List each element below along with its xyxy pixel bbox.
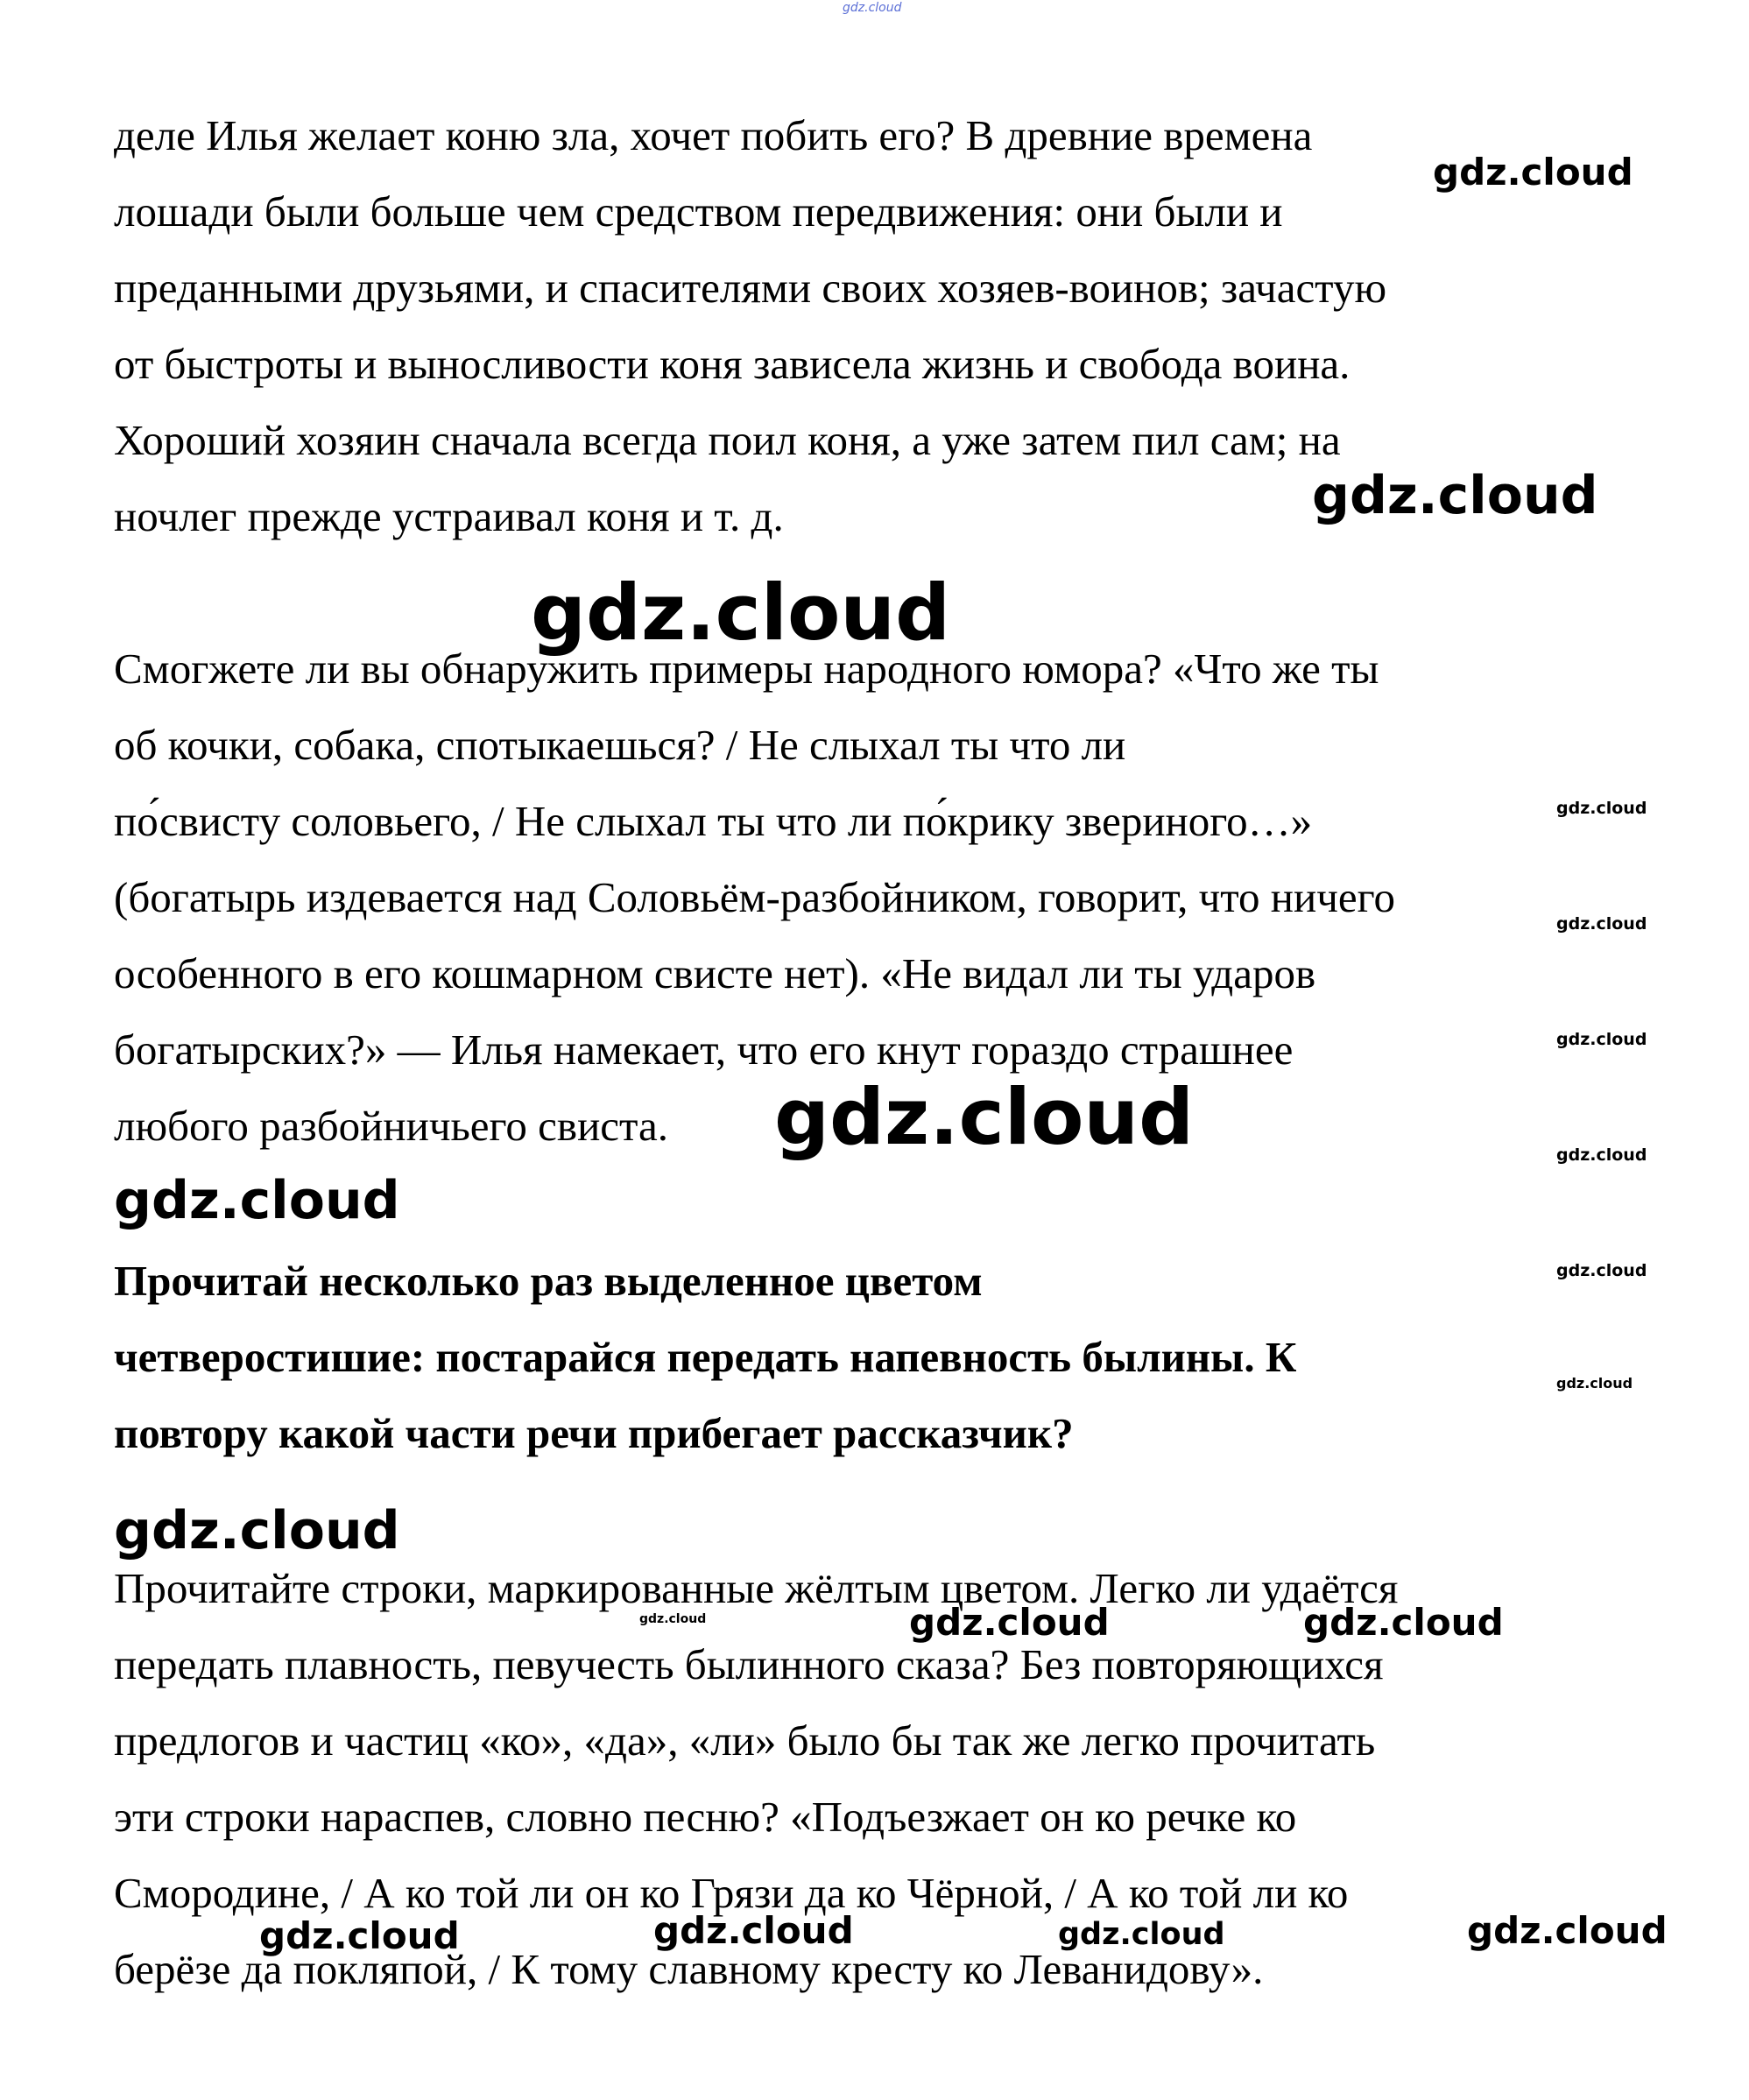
- watermark: gdz.cloud: [1303, 1601, 1504, 1644]
- watermark: gdz.cloud: [639, 1612, 707, 1626]
- watermark: gdz.cloud: [114, 1500, 400, 1561]
- text-line: от быстроты и выносливости коня зависела жизнь и свобода воина.: [114, 340, 1351, 388]
- text-line: по́свисту соловьего, / Не слыхал ты что ли по́крику звериного…»: [114, 797, 1313, 845]
- text-line: эти строки нараспев, словно песню? «Подъезжает он ко речке ко: [114, 1793, 1297, 1841]
- text-line: Прочитайте строки, маркированные жёлтым цветом. Легко ли удаётся: [114, 1564, 1399, 1612]
- question-line: повтору какой части речи прибегает рассказчик?: [114, 1409, 1074, 1457]
- text-line: передать плавность, певучесть былинного сказа? Без повторяющихся: [114, 1640, 1384, 1688]
- text-line: богатырских?» — Илья намекает, что его кнут гораздо страшнее: [114, 1025, 1294, 1074]
- watermark: gdz.cloud: [531, 567, 951, 658]
- text-line: деле Илья желает коню зла, хочет побить его? В древние времена: [114, 111, 1313, 159]
- text-line: ночлег прежде устраивал коня и т. д.: [114, 492, 784, 540]
- watermark: gdz.cloud: [909, 1601, 1110, 1644]
- watermark: gdz.cloud: [1556, 1030, 1647, 1049]
- watermark: gdz.cloud: [1556, 1261, 1647, 1280]
- watermark: gdz.cloud: [1556, 914, 1647, 934]
- text-line: берёзе да покляпой, / К тому славному кресту ко Леванидову».: [114, 1945, 1264, 1993]
- text-line: (богатырь издевается над Соловьём-разбойником, говорит, что ничего: [114, 873, 1395, 921]
- text-line: Хороший хозяин сначала всегда поил коня, а уже затем пил сам; на: [114, 416, 1341, 464]
- watermark: gdz.cloud: [653, 1909, 854, 1952]
- text-line: преданными друзьями, и спасителями своих хозяев-воинов; зачастую: [114, 264, 1387, 312]
- watermark: gdz.cloud: [1556, 1375, 1633, 1392]
- watermark: gdz.cloud: [843, 1, 902, 15]
- text-line: об кочки, собака, спотыкаешься? / Не слыхал ты что ли: [114, 721, 1126, 769]
- watermark: gdz.cloud: [259, 1914, 460, 1957]
- question-line: Прочитай несколько раз выделенное цветом: [114, 1257, 983, 1305]
- watermark: gdz.cloud: [774, 1072, 1195, 1162]
- watermark: gdz.cloud: [1556, 1145, 1647, 1165]
- text-line: любого разбойничьего свиста.: [114, 1102, 669, 1150]
- text-line: предлогов и частиц «ко», «да», «ли» было бы так же легко прочитать: [114, 1716, 1376, 1765]
- watermark: gdz.cloud: [1556, 799, 1647, 818]
- watermark: gdz.cloud: [1058, 1917, 1225, 1952]
- text-line: особенного в его кошмарном свисте нет). «Не видал ли ты ударов: [114, 949, 1316, 997]
- watermark: gdz.cloud: [1433, 151, 1633, 194]
- question-line: четверостишие: постарайся передать напевность былины. К: [114, 1333, 1297, 1381]
- text-line: Смогжете ли вы обнаружить примеры народного юмора? «Что же ты: [114, 645, 1379, 693]
- text-line: Смородине, / А ко той ли он ко Грязи да ко Чёрной, / А ко той ли ко: [114, 1869, 1349, 1917]
- text-line: лошади были больше чем средством передвижения: они были и: [114, 187, 1283, 236]
- watermark: gdz.cloud: [1467, 1909, 1668, 1952]
- watermark: gdz.cloud: [1312, 465, 1598, 526]
- watermark: gdz.cloud: [114, 1170, 400, 1231]
